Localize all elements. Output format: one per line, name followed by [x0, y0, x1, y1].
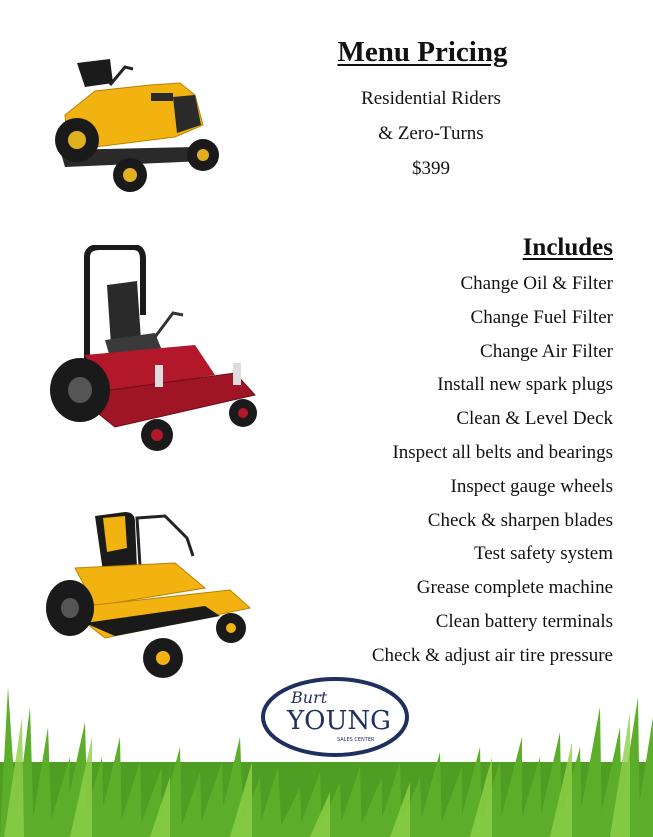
list-item: Grease complete machine: [416, 577, 613, 599]
subtitle-line-2: & Zero-Turns: [378, 123, 484, 144]
list-item: Check & sharpen blades: [427, 509, 613, 531]
list-item: Clean & Level Deck: [456, 408, 613, 430]
subtitle-line-1: Residential Riders: [361, 88, 501, 109]
riding-tractor-image: [55, 55, 220, 200]
list-item: Change Air Filter: [480, 340, 613, 362]
burt-young-logo: [261, 677, 409, 757]
price: $399: [412, 158, 450, 179]
list-item: Change Fuel Filter: [470, 306, 613, 328]
includes-heading: Includes: [522, 234, 613, 261]
includes-list: [372, 270, 613, 676]
red-zero-turn-image: [45, 245, 265, 460]
list-item: Inspect all belts and bearings: [392, 441, 613, 463]
yellow-zero-turn-image: [45, 508, 255, 683]
list-item: Clean battery terminals: [435, 610, 613, 632]
list-item: Change Oil & Filter: [460, 273, 613, 294]
logo-oval: [261, 677, 409, 757]
logo-text-young: YOUNG: [287, 706, 391, 736]
list-item: Check & adjust air tire pressure: [371, 644, 613, 666]
list-item: Inspect gauge wheels: [450, 475, 613, 497]
list-item: Test safety system: [473, 543, 613, 565]
logo-text-sales-center: SALES CENTER: [337, 737, 375, 743]
list-item: Install new spark plugs: [437, 374, 613, 396]
page-title: Menu Pricing: [337, 36, 508, 68]
logo-text-burt: Burt: [291, 688, 328, 707]
